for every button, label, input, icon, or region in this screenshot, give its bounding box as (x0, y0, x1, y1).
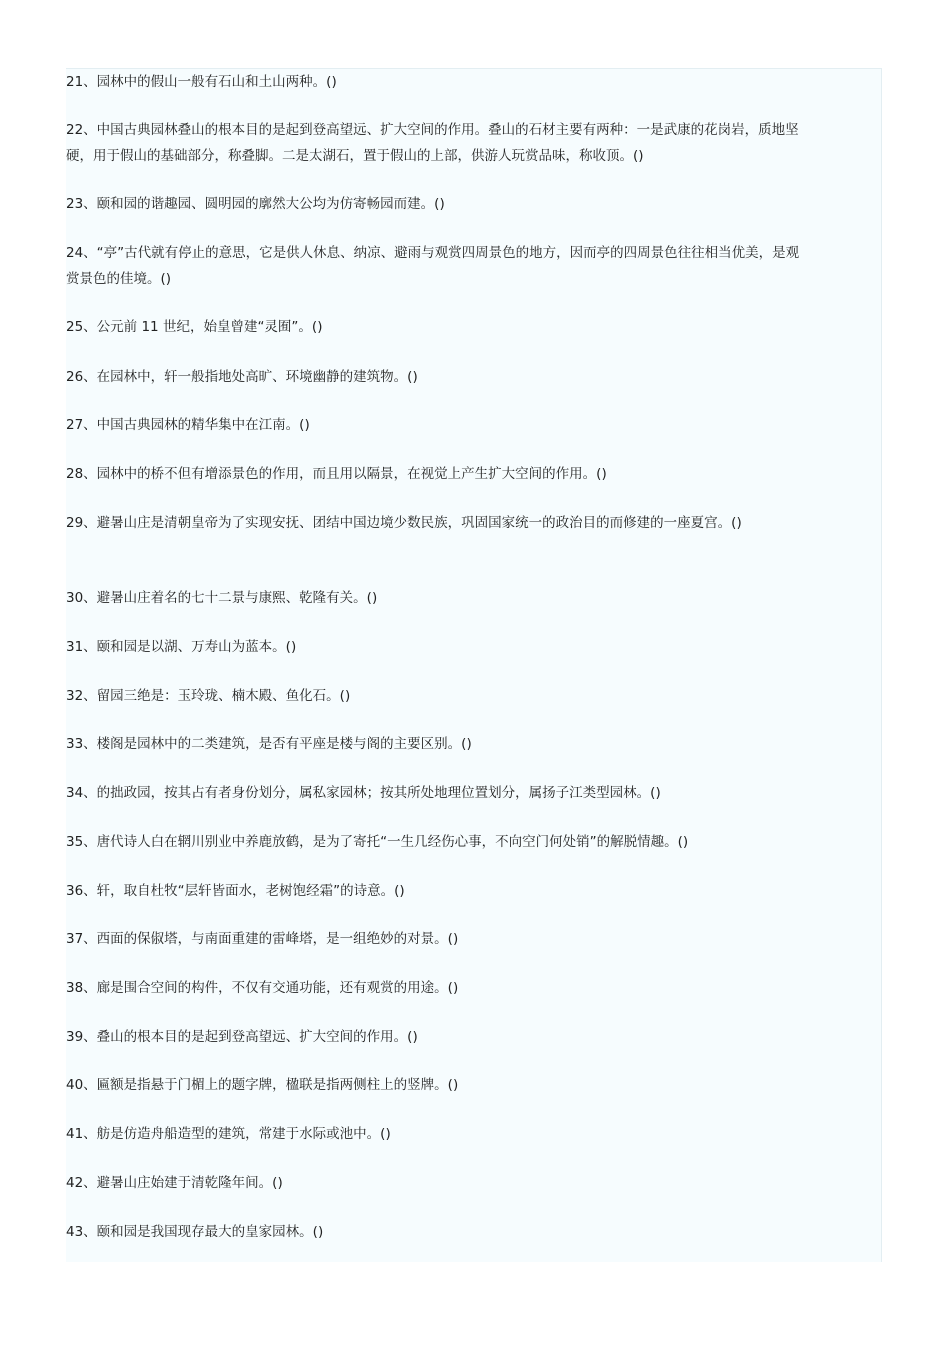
question-38: 38、廊是围合空间的构件，不仅有交通功能，还有观赏的用途。() (66, 980, 459, 996)
question-30: 30、避暑山庄着名的七十二景与康熙、乾隆有关。() (66, 590, 378, 606)
question-27: 27、中国古典园林的精华集中在江南。() (66, 417, 310, 433)
question-26: 26、在园林中，轩一般指地处高旷、环境幽静的建筑物。() (66, 369, 418, 385)
question-37: 37、西面的保俶塔，与南面重建的雷峰塔，是一组绝妙的对景。() (66, 931, 459, 947)
question-29: 29、避暑山庄是清朝皇帝为了实现安抚、团结中国边境少数民族，巩固国家统一的政治目的而修建的一座夏宫。() (66, 515, 742, 531)
question-39: 39、叠山的根本目的是起到登高望远、扩大空间的作用。() (66, 1029, 418, 1045)
question-40: 40、匾额是指悬于门楣上的题字牌，楹联是指两侧柱上的竖牌。() (66, 1077, 459, 1093)
question-24: 24、“亭”古代就有停止的意思，它是供人休息、纳凉、避雨与观赏四周景色的地方，因而亭的四周景色往往相当优美，是观赏景色的佳境。() (66, 245, 800, 287)
question-33: 33、楼阁是园林中的二类建筑，是否有平座是楼与阁的主要区别。() (66, 736, 472, 752)
question-22: 22、中国古典园林叠山的根本目的是起到登高望远、扩大空间的作用。叠山的石材主要有两种：一是武康的花岗岩，质地坚硬，用于假山的基础部分，称叠脚。二是太湖石，置于假山的上部，供游人玩赏品味，称收顶。() (66, 122, 799, 164)
question-32: 32、留园三绝是：玉玲珑、楠木殿、鱼化石。() (66, 688, 351, 704)
question-43: 43、颐和园是我国现存最大的皇家园林。() (66, 1224, 324, 1240)
question-42: 42、避暑山庄始建于清乾隆年间。() (66, 1175, 283, 1191)
question-28: 28、园林中的桥不但有增添景色的作用，而且用以隔景，在视觉上产生扩大空间的作用。() (66, 466, 607, 482)
question-25: 25、公元前 11 世纪，始皇曾建“灵囿”。() (66, 319, 323, 335)
question-41: 41、舫是仿造舟船造型的建筑，常建于水际或池中。() (66, 1126, 391, 1142)
question-34: 34、的拙政园，按其占有者身份划分，属私家园林；按其所处地理位置划分，属扬子江类型园林。() (66, 785, 661, 801)
question-36: 36、轩，取自杜牧“层轩皆面水，老树饱经霜”的诗意。() (66, 883, 405, 899)
question-21: 21、园林中的假山一般有石山和土山两种。() (66, 74, 337, 90)
question-35: 35、唐代诗人白在辋川别业中养鹿放鹤，是为了寄托“一生几经伤心事，不向空门何处销”的解脱情趣。() (66, 834, 689, 850)
question-31: 31、颐和园是以湖、万寿山为蓝本。() (66, 639, 297, 655)
question-23: 23、颐和园的谐趣园、圆明园的廓然大公均为仿寄畅园而建。() (66, 196, 445, 212)
content-panel (66, 68, 882, 1262)
